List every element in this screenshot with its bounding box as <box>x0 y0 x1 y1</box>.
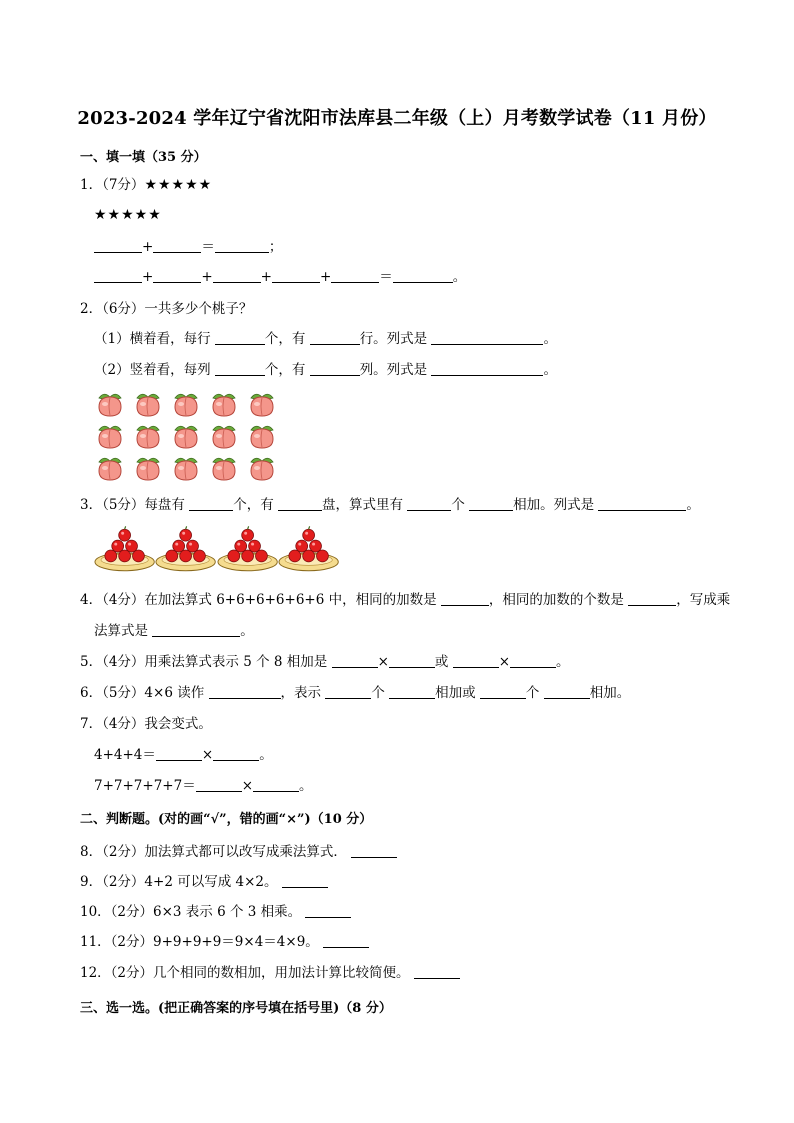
q2-b2-text: 个，有 <box>264 362 306 378</box>
q6-text-2: ，表示 <box>280 685 322 701</box>
question-2-part-1 <box>94 330 557 348</box>
q5-text-1: 5．（4分）用乘法算式表示 5 个 8 相加是 <box>80 654 328 670</box>
q3-text-1: 3．（5分）每盘有 <box>80 497 185 513</box>
question-9 <box>80 873 328 891</box>
answer-blank[interactable] <box>152 622 240 637</box>
answer-blank[interactable] <box>389 653 435 668</box>
q2-a1-text: （1）横着看，每行 <box>94 331 211 347</box>
answer-blank[interactable] <box>209 684 281 699</box>
answer-blank[interactable] <box>480 684 526 699</box>
question-12 <box>80 964 460 982</box>
question-4-line-2 <box>94 622 254 640</box>
answer-blank[interactable] <box>441 591 489 606</box>
q11-text: 11．（2分）9+9+9+9＝9×4＝4×9。 <box>80 934 319 950</box>
stars-row-2: ★★★★★ <box>94 207 162 223</box>
question-11 <box>80 933 369 951</box>
peach-icon <box>96 454 124 482</box>
question-1-blank-line-1 <box>94 238 282 256</box>
q12-text: 12．（2分）几个相同的数相加，用加法计算比较简便。 <box>80 965 410 981</box>
question-5 <box>80 653 570 671</box>
q2-b1-text: （2）竖着看，每列 <box>94 362 211 378</box>
q2-b4-text: 。 <box>543 362 557 378</box>
peach-icon <box>134 390 162 418</box>
peach-row <box>96 422 286 452</box>
answer-blank[interactable] <box>332 653 378 668</box>
peach-icon <box>96 422 124 450</box>
q3-text-5: 相加。列式是 <box>513 497 595 513</box>
q4-text-3: ，写成乘 <box>676 592 731 608</box>
peach-icon <box>172 454 200 482</box>
answer-blank[interactable] <box>323 933 369 948</box>
question-1-label: 1．（7分） <box>80 177 145 193</box>
times-sign: × <box>201 747 214 763</box>
answer-blank[interactable] <box>431 330 543 345</box>
equals-sign: ＝ <box>201 239 215 255</box>
peach-icon <box>172 422 200 450</box>
section-2-heading: 二、判断题。(对的画“√”，错的画“×”)（10 分） <box>80 812 373 827</box>
q7-expression-1: 4+4+4＝ <box>94 747 156 763</box>
peach-picture <box>96 390 286 486</box>
apple-plate-icon <box>278 526 339 574</box>
plus-sign: + <box>142 239 154 255</box>
peach-icon <box>134 454 162 482</box>
q2-a3-text: 行。列式是 <box>359 331 428 347</box>
q5-text-2: 或 <box>434 654 449 670</box>
apple-plate-icon <box>94 526 155 574</box>
stars-row-1: ★★★★★ <box>144 177 213 193</box>
q9-text: 9．（2分）4+2 可以写成 4×2。 <box>80 874 278 890</box>
period: 。 <box>452 269 467 285</box>
times-sign: × <box>377 654 389 670</box>
answer-blank[interactable] <box>325 684 371 699</box>
section-3-heading: 三、选一选。(把正确答案的序号填在括号里)（8 分） <box>80 1001 392 1016</box>
answer-blank[interactable] <box>215 361 265 376</box>
apple-plates-picture <box>94 526 339 574</box>
peach-icon <box>248 422 276 450</box>
answer-blank[interactable] <box>156 746 202 761</box>
question-7-part-2 <box>94 777 313 795</box>
answer-blank[interactable] <box>544 684 590 699</box>
peach-row <box>96 454 286 484</box>
answer-blank[interactable] <box>253 777 299 792</box>
plus-sign: + <box>142 269 154 285</box>
answer-blank[interactable] <box>213 746 259 761</box>
question-2: 2．（6分）一共多少个桃子？ <box>80 301 253 317</box>
stars-row-2-line <box>94 206 162 224</box>
peach-icon <box>210 390 238 418</box>
answer-blank[interactable] <box>282 873 328 888</box>
answer-blank[interactable] <box>94 268 142 283</box>
peach-icon <box>172 390 200 418</box>
answer-blank[interactable] <box>94 238 142 253</box>
answer-blank[interactable] <box>598 496 686 511</box>
question-6 <box>80 684 630 702</box>
answer-blank[interactable] <box>153 238 201 253</box>
period: 。 <box>299 778 313 794</box>
question-7: 7．（4分）我会变式。 <box>80 716 212 732</box>
page-title: 2023-2024 学年辽宁省沈阳市法库县二年级（上）月考数学试卷（11 月份） <box>77 108 717 129</box>
answer-blank[interactable] <box>510 653 556 668</box>
peach-icon <box>210 422 238 450</box>
q6-text-5: 个 <box>525 685 540 701</box>
q6-text-4: 相加或 <box>435 685 476 701</box>
plus-sign: + <box>260 269 272 285</box>
q7-expression-2: 7+7+7+7+7＝ <box>94 778 196 794</box>
answer-blank[interactable] <box>331 268 379 283</box>
section-1-heading: 一、填一填（35 分） <box>80 150 207 165</box>
answer-blank[interactable] <box>305 903 351 918</box>
period: 。 <box>259 747 273 763</box>
plus-sign: + <box>201 269 213 285</box>
answer-blank[interactable] <box>310 330 360 345</box>
question-7-part-1 <box>94 746 273 764</box>
peach-icon <box>134 422 162 450</box>
q10-text: 10．（2分）6×3 表示 6 个 3 相乘。 <box>80 904 302 920</box>
q3-text-4: 个 <box>451 497 465 513</box>
question-2-part-2 <box>94 361 557 379</box>
peach-row <box>96 390 286 420</box>
question-4-line-1 <box>80 591 730 609</box>
answer-blank[interactable] <box>310 361 360 376</box>
peach-icon <box>96 390 124 418</box>
question-1-blank-line-2 <box>94 268 466 286</box>
answer-blank[interactable] <box>215 238 269 253</box>
question-8 <box>80 843 397 861</box>
answer-blank[interactable] <box>213 268 261 283</box>
answer-blank[interactable] <box>393 268 453 283</box>
q4-text-2: ，相同的加数的个数是 <box>488 592 624 608</box>
answer-blank[interactable] <box>389 684 435 699</box>
answer-blank[interactable] <box>153 268 201 283</box>
apple-plate-icon <box>155 526 216 574</box>
times-sign: × <box>241 778 254 794</box>
question-10 <box>80 903 351 921</box>
q4-text-4: 法算式是 <box>94 623 148 639</box>
answer-blank[interactable] <box>431 361 543 376</box>
question-3 <box>80 496 700 514</box>
q3-text-3: 盘，算式里有 <box>322 497 404 513</box>
answer-blank[interactable] <box>453 653 499 668</box>
answer-blank[interactable] <box>189 496 233 511</box>
q3-text-6: 。 <box>686 497 700 513</box>
question-1 <box>80 176 212 194</box>
answer-blank[interactable] <box>469 496 513 511</box>
q2-b3-text: 列。列式是 <box>359 362 428 378</box>
times-sign: × <box>498 654 510 670</box>
apple-plate-icon <box>217 526 278 574</box>
q6-text-6: 相加。 <box>589 685 631 701</box>
q6-text-3: 个 <box>371 685 385 701</box>
answer-blank[interactable] <box>351 843 397 858</box>
answer-blank[interactable] <box>414 964 460 979</box>
q4-text-5: 。 <box>240 623 254 639</box>
semicolon: ； <box>268 239 283 255</box>
q5-text-3: 。 <box>556 654 570 670</box>
equals-sign: ＝ <box>379 269 393 285</box>
answer-blank[interactable] <box>196 777 242 792</box>
peach-icon <box>210 454 238 482</box>
answer-blank[interactable] <box>628 591 676 606</box>
answer-blank[interactable] <box>215 330 265 345</box>
q8-text: 8．（2分）加法算式都可以改写成乘法算式． <box>80 844 347 860</box>
q2-a4-text: 。 <box>543 331 557 347</box>
q2-a2-text: 个，有 <box>264 331 306 347</box>
q4-text-1: 4．（4分）在加法算式 6+6+6+6+6+6 中，相同的加数是 <box>80 592 437 608</box>
q3-text-2: 个，有 <box>233 497 274 513</box>
peach-icon <box>248 390 276 418</box>
q6-text-1: 6．（5分）4×6 读作 <box>80 685 205 701</box>
answer-blank[interactable] <box>407 496 451 511</box>
answer-blank[interactable] <box>278 496 322 511</box>
plus-sign: + <box>319 269 332 285</box>
peach-icon <box>248 454 276 482</box>
answer-blank[interactable] <box>272 268 320 283</box>
